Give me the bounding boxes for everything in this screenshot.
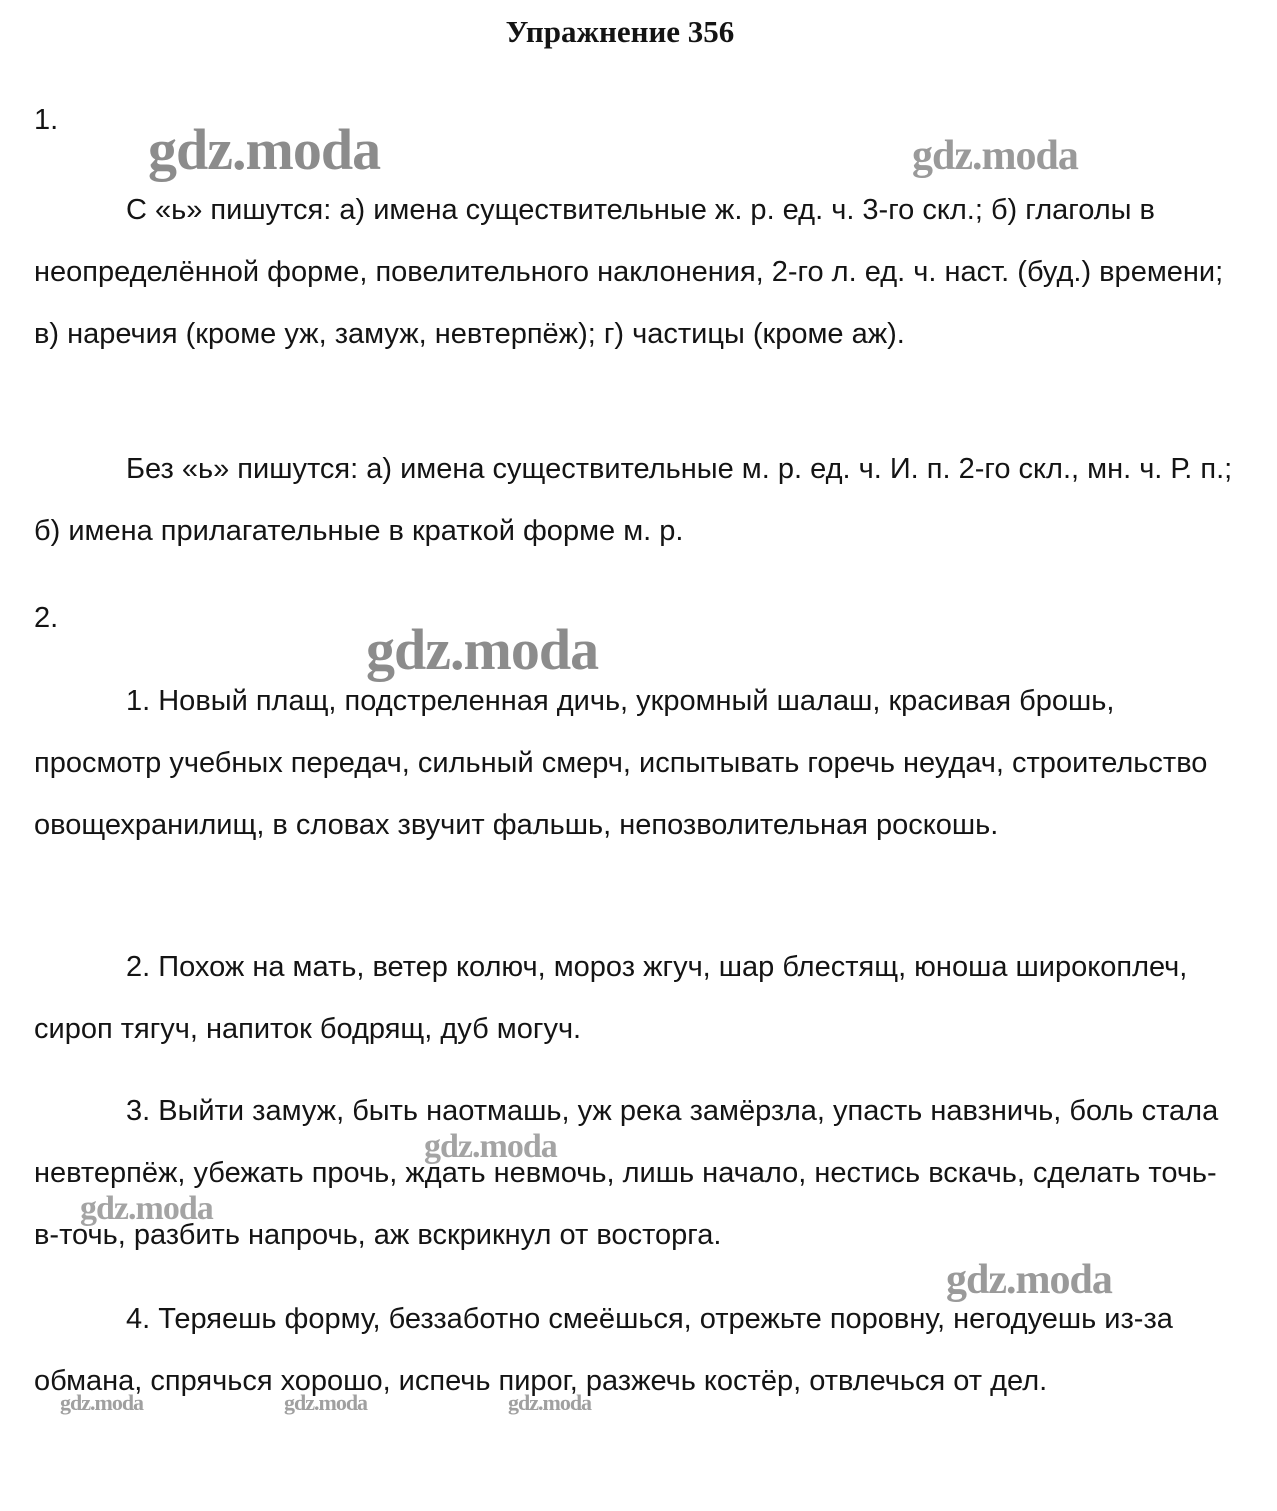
watermark: gdz.moda: [148, 117, 381, 182]
rule-with-soft-sign: С «ь» пишутся: а) имена существительные ж. р. ед. ч. 3-го скл.; б) глаголы в неопределённой форме, повелительного наклонения, 2-го л. ед. ч. наст. (буд.) времени; в) наречия (кроме уж, замуж, невтерпёж); г) частицы (кроме аж).: [34, 194, 1224, 350]
list-item: 3. Выйти замуж, быть наотмашь, уж река замёрзла, упасть навзничь, боль стала невтерпёж, убежать прочь, ждать невмочь, лишь начало, нестись вскачь, сделать точь-в-точь, разбить напрочь, аж вскрикнул от восторга.: [34, 1095, 1219, 1251]
watermark: gdz.moda: [284, 1390, 368, 1415]
section-2-item-4: [34, 1288, 1234, 1412]
rule-without-soft-sign: Без «ь» пишутся: а) имена существительные м. р. ед. ч. И. п. 2-го скл., мн. ч. Р. п.; б) имена прилагательные в краткой форме м. р.: [34, 453, 1233, 547]
list-item: 2. Похож на мать, ветер колюч, мороз жгуч, шар блестящ, юноша широкоплеч, сироп тягуч, напиток бодрящ, дуб могуч.: [34, 951, 1188, 1045]
section-1-paragraph-1: [34, 179, 1234, 365]
list-item: 4. Теряешь форму, беззаботно смеёшься, отрежьте поровну, негодуешь из-за обмана, спрячься хорошо, испечь пирог, разжечь костёр, отвлечься от дел.: [34, 1303, 1173, 1397]
watermark: gdz.moda: [946, 1257, 1112, 1303]
section-2-number: 2.: [34, 602, 59, 634]
watermark: gdz.moda: [912, 133, 1078, 179]
section-2-item-1: [34, 670, 1234, 856]
section-1-paragraph-2: [34, 438, 1234, 562]
watermark: gdz.moda: [60, 1390, 144, 1415]
watermark: gdz.moda: [80, 1190, 213, 1227]
watermark: gdz.moda: [366, 617, 599, 682]
section-2-item-2: [34, 936, 1234, 1060]
section-2-item-3: [34, 1080, 1234, 1266]
section-1-number: 1.: [34, 104, 59, 136]
list-item: 1. Новый плащ, подстреленная дичь, укромный шалаш, красивая брошь, просмотр учебных передач, сильный смерч, испытывать горечь неудач, строительство овощехранилищ, в словах звучит фальшь, непозволительная роскошь.: [34, 685, 1208, 841]
exercise-title: Упражнение 356: [505, 14, 735, 49]
watermark: gdz.moda: [424, 1128, 557, 1165]
watermark: gdz.moda: [508, 1390, 592, 1415]
